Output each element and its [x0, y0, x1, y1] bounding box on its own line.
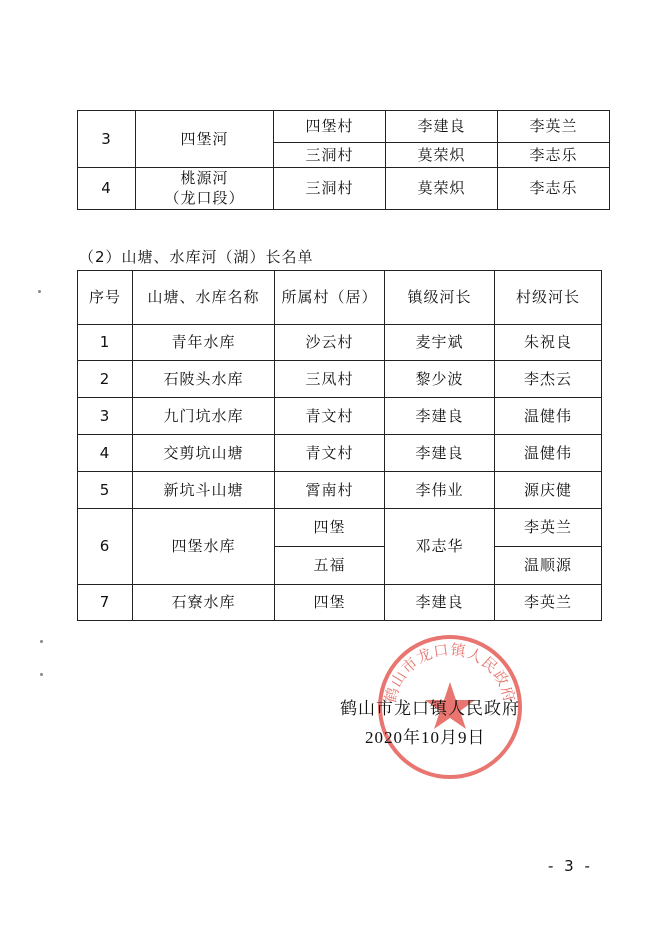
town-chief-cell: 邓志华	[385, 509, 495, 585]
row-number: 3	[78, 111, 136, 168]
village-cell: 沙云村	[275, 325, 385, 361]
signature-organization: 鹤山市龙口镇人民政府	[340, 699, 520, 719]
table-row	[78, 585, 602, 621]
scan-speck	[40, 673, 43, 676]
row-number: 5	[78, 472, 133, 509]
village-cell: 霄南村	[275, 472, 385, 509]
reservoir-name: 四堡水库	[133, 509, 275, 585]
town-chief-cell: 麦宇斌	[385, 325, 495, 361]
reservoir-name: 青年水库	[133, 325, 275, 361]
village-cell: 三洞村	[274, 143, 386, 168]
town-chief-cell: 黎少波	[385, 361, 495, 398]
village-cell: 青文村	[275, 398, 385, 435]
village-cell: 三洞村	[274, 168, 386, 210]
table-row	[78, 398, 602, 435]
reservoir-name: 交剪坑山塘	[133, 435, 275, 472]
reservoir-name: 石陂头水库	[133, 361, 275, 398]
reservoir-name: 新坑斗山塘	[133, 472, 275, 509]
river-name-line1: 桃源河	[180, 169, 229, 187]
table-row	[78, 509, 602, 547]
page-number: - 3 -	[548, 857, 593, 875]
table-row	[78, 361, 602, 398]
village-cell: 四堡	[275, 585, 385, 621]
village-cell: 四堡	[275, 509, 385, 547]
reservoir-chief-table	[77, 270, 602, 621]
village-chief-cell: 李志乐	[498, 168, 610, 210]
reservoir-name: 石寮水库	[133, 585, 275, 621]
seal-text: 鹤山市龙口镇人民政府	[381, 640, 519, 705]
signature-date: 2020年10月9日	[365, 728, 486, 747]
header-village-chief: 村级河长	[495, 271, 602, 325]
village-chief-cell: 源庆健	[495, 472, 602, 509]
river-chief-table-continued	[77, 110, 610, 210]
row-number: 2	[78, 361, 133, 398]
village-chief-cell: 李英兰	[495, 585, 602, 621]
town-chief-cell: 莫荣炽	[386, 143, 498, 168]
header-no: 序号	[78, 271, 133, 325]
scan-speck	[38, 290, 41, 293]
header-village: 所属村（居）	[275, 271, 385, 325]
village-chief-cell: 温健伟	[495, 435, 602, 472]
village-chief-cell: 李英兰	[498, 111, 610, 143]
table-row	[78, 325, 602, 361]
row-number: 4	[78, 168, 136, 210]
scan-speck	[40, 640, 43, 643]
village-cell: 三凤村	[275, 361, 385, 398]
row-number: 6	[78, 509, 133, 585]
town-chief-cell: 李建良	[385, 398, 495, 435]
reservoir-name: 九门坑水库	[133, 398, 275, 435]
row-number: 7	[78, 585, 133, 621]
town-chief-cell: 李建良	[385, 435, 495, 472]
village-chief-cell: 李杰云	[495, 361, 602, 398]
village-chief-cell: 李英兰	[495, 509, 602, 547]
table-row	[78, 435, 602, 472]
village-chief-cell: 温健伟	[495, 398, 602, 435]
header-town-chief: 镇级河长	[385, 271, 495, 325]
row-number: 3	[78, 398, 133, 435]
row-number: 1	[78, 325, 133, 361]
table-header-row	[78, 271, 602, 325]
table-row	[78, 111, 610, 143]
town-chief-cell: 李建良	[386, 111, 498, 143]
village-cell: 五福	[275, 547, 385, 585]
town-chief-cell: 李伟业	[385, 472, 495, 509]
table-row	[78, 472, 602, 509]
row-number: 4	[78, 435, 133, 472]
village-cell: 青文村	[275, 435, 385, 472]
river-name	[136, 168, 274, 210]
river-name: 四堡河	[136, 111, 274, 168]
header-name: 山塘、水库名称	[133, 271, 275, 325]
section-heading: （2）山塘、水库河（湖）长名单	[79, 248, 314, 266]
town-chief-cell: 李建良	[385, 585, 495, 621]
village-cell: 四堡村	[274, 111, 386, 143]
village-chief-cell: 李志乐	[498, 143, 610, 168]
village-chief-cell: 朱祝良	[495, 325, 602, 361]
river-name-line2: （龙口段）	[164, 189, 245, 208]
town-chief-cell: 莫荣炽	[386, 168, 498, 210]
table-row	[78, 168, 610, 210]
village-chief-cell: 温顺源	[495, 547, 602, 585]
